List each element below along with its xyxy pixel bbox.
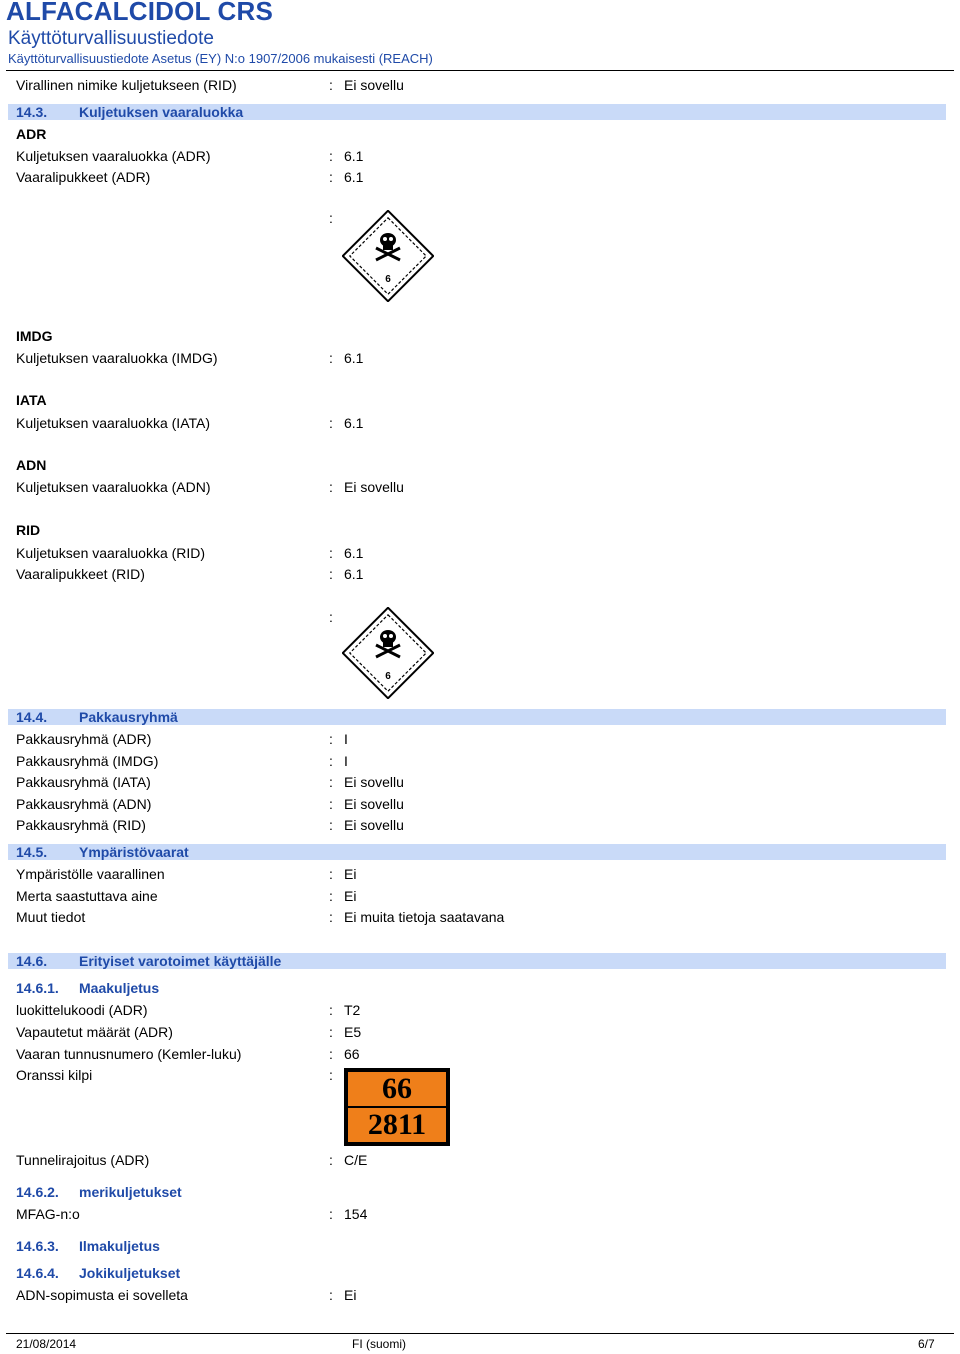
footer-page-number: 6/7	[918, 1337, 935, 1351]
subsection-number: 14.6.1.	[16, 980, 59, 996]
environment-row-label: Merta saastuttava aine	[16, 888, 158, 904]
subsection-number: 14.6.3.	[16, 1238, 59, 1254]
section-header-14-5	[8, 844, 946, 860]
colon: :	[329, 888, 333, 904]
colon: :	[329, 566, 333, 582]
section-header-14-6	[8, 953, 946, 969]
hazard-id-number: 66	[348, 1072, 446, 1106]
land-row-label: luokittelukoodi (ADR)	[16, 1002, 148, 1018]
section-header-14-3	[8, 104, 946, 120]
orange-hazard-plate	[344, 1068, 450, 1146]
environment-row-value: Ei muita tietoja saatavana	[344, 909, 505, 925]
tunnel-restriction-value: C/E	[344, 1152, 368, 1168]
colon: :	[329, 350, 333, 366]
document-title: ALFACALCIDOL CRS	[6, 0, 274, 26]
subsection-title: Jokikuljetukset	[79, 1265, 181, 1281]
footer-date: 21/08/2014	[16, 1337, 77, 1351]
packing-group-label: Pakkausryhmä (ADN)	[16, 796, 152, 812]
packing-group-label: Pakkausryhmä (IMDG)	[16, 753, 159, 769]
adr-labels-label: Vaaralipukkeet (ADR)	[16, 169, 151, 185]
rid-labels-value: 6.1	[344, 566, 364, 582]
footer-divider	[6, 1333, 954, 1334]
section-header-14-4	[8, 709, 946, 725]
colon: :	[329, 909, 333, 925]
land-row-label: Vapautetut määrät (ADR)	[16, 1024, 173, 1040]
document-subtitle: Käyttöturvallisuustiedote	[8, 28, 214, 49]
un-number: 2811	[348, 1108, 446, 1142]
colon: :	[329, 609, 333, 625]
colon: :	[329, 753, 333, 769]
land-row-value: E5	[344, 1024, 362, 1040]
iata-class-value: 6.1	[344, 415, 364, 431]
section-number: 14.6.	[16, 953, 48, 969]
subsection-title: Ilmakuljetus	[79, 1238, 160, 1254]
adn-agreement-value: Ei	[344, 1287, 357, 1303]
section-title: Erityiset varotoimet käyttäjälle	[79, 953, 282, 969]
section-number: 14.5.	[16, 844, 48, 860]
environment-row-value: Ei	[344, 888, 357, 904]
adn-heading: ADN	[16, 457, 47, 473]
adn-agreement-label: ADN-sopimusta ei sovelleta	[16, 1287, 188, 1303]
colon: :	[329, 817, 333, 833]
iata-heading: IATA	[16, 392, 47, 408]
packing-group-label: Pakkausryhmä (IATA)	[16, 774, 151, 790]
colon: :	[329, 731, 333, 747]
rid-class-value: 6.1	[344, 545, 364, 561]
imdg-heading: IMDG	[16, 328, 53, 344]
imdg-class-value: 6.1	[344, 350, 364, 366]
packing-group-label: Pakkausryhmä (ADR)	[16, 731, 152, 747]
subsection-title: merikuljetukset	[79, 1184, 182, 1200]
toxic-hazard-pictogram-icon	[342, 607, 434, 699]
packing-group-label: Pakkausryhmä (RID)	[16, 817, 146, 833]
adn-class-label: Kuljetuksen vaaraluokka (ADN)	[16, 479, 211, 495]
header-divider	[6, 70, 954, 71]
colon: :	[329, 1046, 333, 1062]
tunnel-restriction-label: Tunnelirajoitus (ADR)	[16, 1152, 150, 1168]
land-row-label: Vaaran tunnusnumero (Kemler-luku)	[16, 1046, 242, 1062]
regulation-line: Käyttöturvallisuustiedote Asetus (EY) N:o 1907/2006 mukaisesti (REACH)	[8, 51, 433, 66]
toxic-hazard-pictogram-icon	[342, 210, 434, 302]
land-row-value: T2	[344, 1002, 361, 1018]
section-number: 14.4.	[16, 709, 48, 725]
packing-group-value: I	[344, 731, 348, 747]
subsection-number: 14.6.2.	[16, 1184, 59, 1200]
section-title: Kuljetuksen vaaraluokka	[79, 104, 244, 120]
adr-labels-value: 6.1	[344, 169, 364, 185]
land-row-value: 66	[344, 1046, 360, 1062]
environment-row-value: Ei	[344, 866, 357, 882]
adn-class-value: Ei sovellu	[344, 479, 404, 495]
subsection-title: Maakuljetus	[79, 980, 160, 996]
section-number: 14.3.	[16, 104, 48, 120]
colon: :	[329, 796, 333, 812]
adr-heading: ADR	[16, 126, 47, 142]
subsection-number: 14.6.4.	[16, 1265, 59, 1281]
colon: :	[329, 545, 333, 561]
colon: :	[329, 1206, 333, 1222]
environment-row-label: Ympäristölle vaarallinen	[16, 866, 165, 882]
packing-group-value: Ei sovellu	[344, 817, 404, 833]
colon: :	[329, 1287, 333, 1303]
rid-shipping-name-value: Ei sovellu	[344, 77, 404, 93]
packing-group-value: Ei sovellu	[344, 796, 404, 812]
environment-row-label: Muut tiedot	[16, 909, 86, 925]
colon: :	[329, 479, 333, 495]
orange-plate-label: Oranssi kilpi	[16, 1067, 93, 1083]
colon: :	[329, 148, 333, 164]
colon: :	[329, 866, 333, 882]
pictogram-digit: 6	[385, 274, 391, 285]
adr-class-label: Kuljetuksen vaaraluokka (ADR)	[16, 148, 211, 164]
colon: :	[329, 1024, 333, 1040]
mfag-label: MFAG-n:o	[16, 1206, 80, 1222]
colon: :	[329, 415, 333, 431]
rid-heading: RID	[16, 522, 41, 538]
colon: :	[329, 77, 333, 93]
iata-class-label: Kuljetuksen vaaraluokka (IATA)	[16, 415, 211, 431]
adr-class-value: 6.1	[344, 148, 364, 164]
packing-group-value: Ei sovellu	[344, 774, 404, 790]
pictogram-digit: 6	[385, 671, 391, 682]
colon: :	[329, 169, 333, 185]
rid-shipping-name-label: Virallinen nimike kuljetukseen (RID)	[16, 77, 237, 93]
section-title: Ympäristövaarat	[79, 844, 189, 860]
colon: :	[329, 1152, 333, 1168]
colon: :	[329, 1067, 333, 1083]
rid-labels-label: Vaaralipukkeet (RID)	[16, 566, 145, 582]
packing-group-value: I	[344, 753, 348, 769]
section-title: Pakkausryhmä	[79, 709, 178, 725]
colon: :	[329, 774, 333, 790]
colon: :	[329, 210, 333, 226]
imdg-class-label: Kuljetuksen vaaraluokka (IMDG)	[16, 350, 218, 366]
mfag-value: 154	[344, 1206, 368, 1222]
rid-class-label: Kuljetuksen vaaraluokka (RID)	[16, 545, 206, 561]
colon: :	[329, 1002, 333, 1018]
footer-language: FI (suomi)	[352, 1337, 406, 1351]
